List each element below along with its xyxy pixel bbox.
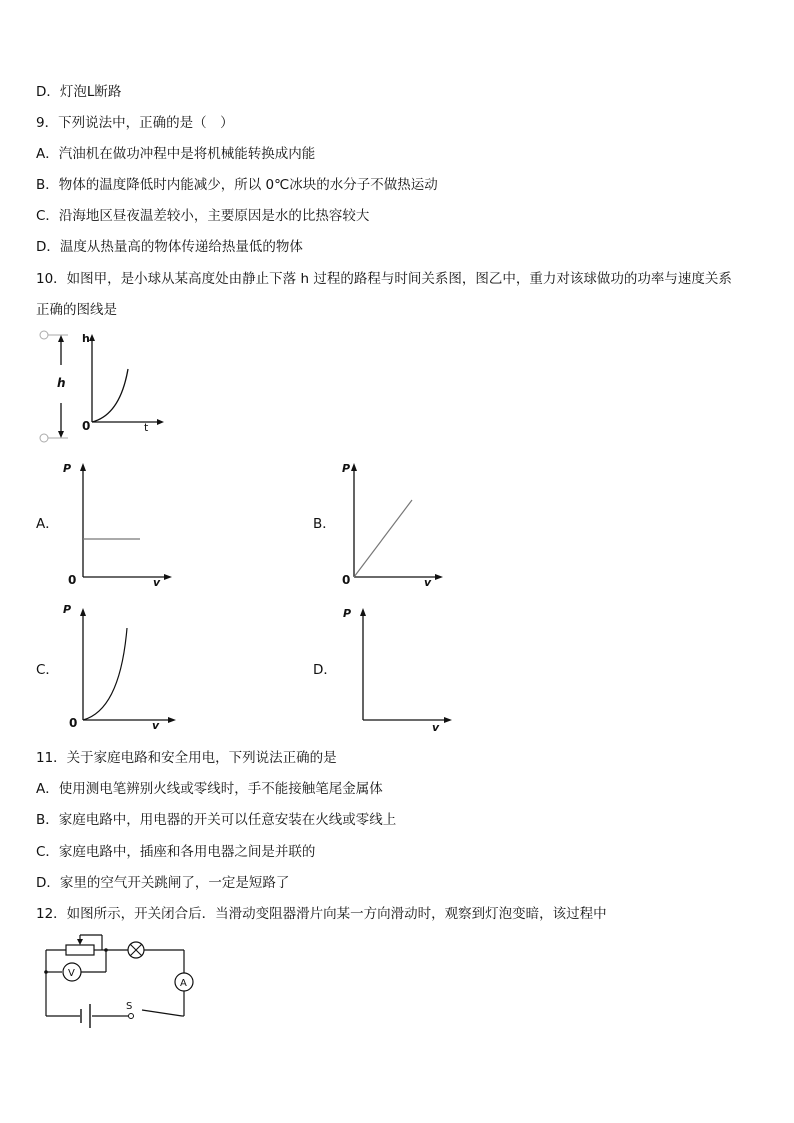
voltmeter-label: V — [68, 968, 75, 979]
ball-start-icon — [40, 331, 48, 339]
graph-option-b[interactable] — [326, 455, 451, 590]
option-c-label[interactable]: C． — [36, 662, 59, 678]
graph-option-d[interactable] — [335, 600, 460, 735]
v-axis-label: v — [432, 721, 440, 734]
origin-label: 0 — [69, 716, 78, 730]
p-axis-label: P — [63, 462, 72, 475]
option-a-q9: A．汽油机在做功冲程中是将机械能转换成内能 — [36, 146, 316, 162]
v-axis-label: v — [152, 719, 160, 732]
option-c-q9: C．沿海地区昼夜温差较小，主要原因是水的比热容较大 — [36, 208, 370, 224]
option-a-q11: A．使用测电笔辨别火线或零线时，手不能接触笔尾金属体 — [36, 781, 383, 797]
option-a-label[interactable]: A． — [36, 516, 59, 532]
option-d-q11: D．家里的空气开关跳闸了，一定是短路了 — [36, 875, 290, 891]
rheostat-icon — [66, 945, 94, 955]
question-10: 10．如图甲，是小球从某高度处由静止下落 h 过程的路程与时间关系图，图乙中，重力对该球做功的功率与速度关系 — [36, 271, 732, 287]
option-b-q9: B．物体的温度降低时内能减少，所以 0℃冰块的水分子不做热运动 — [36, 177, 438, 193]
h-t-curve — [92, 369, 128, 422]
origin-label: 0 — [82, 419, 91, 433]
option-d-q8: D．灯泡L断路 — [36, 84, 122, 100]
origin-label: 0 — [68, 573, 77, 587]
circuit-diagram — [40, 930, 200, 1030]
option-b-q11: B．家庭电路中，用电器的开关可以任意安装在火线或零线上 — [36, 812, 397, 828]
height-label: h — [57, 376, 66, 390]
curve-line — [83, 628, 127, 720]
question-11: 11．关于家庭电路和安全用电，下列说法正确的是 — [36, 750, 337, 766]
t-axis-label: t — [144, 421, 149, 434]
v-axis-label: v — [424, 576, 432, 589]
question-12: 12．如图所示，开关闭合后．当滑动变阻器滑片向某一方向滑动时，观察到灯泡变暗，该过程中 — [36, 906, 607, 922]
option-d-q9: D．温度从热量高的物体传递给热量低的物体 — [36, 239, 303, 255]
switch-label: S — [126, 1001, 133, 1012]
option-d-label[interactable]: D． — [313, 662, 337, 678]
ball-end-icon — [40, 434, 48, 442]
p-axis-label: P — [63, 603, 72, 616]
graph-option-c[interactable] — [55, 600, 180, 735]
h-axis-label: h — [82, 332, 90, 345]
question-9: 9．下列说法中，正确的是（ ） — [36, 115, 234, 131]
p-axis-label: P — [342, 462, 351, 475]
option-b-label[interactable]: B． — [313, 516, 336, 532]
switch-lever — [142, 1010, 182, 1016]
question-10-cont: 正确的图线是 — [36, 302, 117, 318]
ammeter-label: A — [180, 978, 187, 989]
origin-label: 0 — [342, 573, 351, 587]
figure-falling-ball — [30, 325, 170, 445]
p-axis-label: P — [343, 607, 352, 620]
switch-icon — [129, 1014, 134, 1019]
proportional-line — [354, 500, 412, 577]
graph-option-a[interactable] — [55, 455, 180, 590]
option-c-q11: C．家庭电路中，插座和各用电器之间是并联的 — [36, 844, 316, 860]
v-axis-label: v — [153, 576, 161, 589]
